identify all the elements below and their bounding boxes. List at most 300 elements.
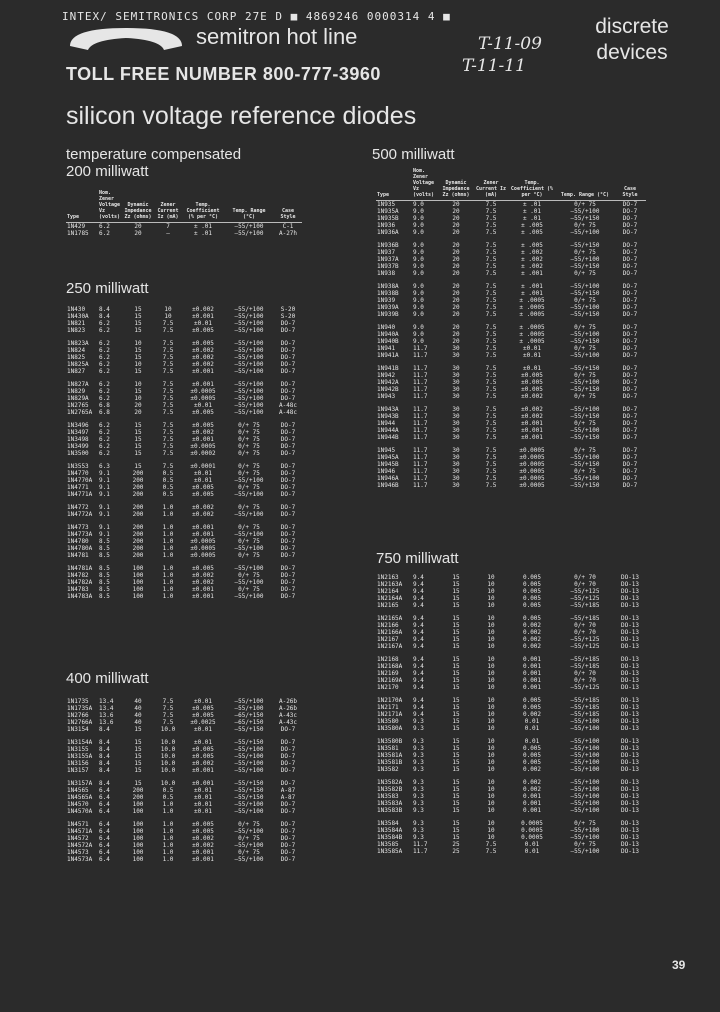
table-cell: —55/+100 [570, 718, 600, 725]
table-cell: 7.5 [162, 368, 174, 375]
table-cell: DO-7 [622, 379, 638, 386]
table-cell: 10 [487, 800, 495, 807]
table-cell: DO-13 [620, 834, 640, 841]
table-cell: —55/+100 [234, 842, 264, 849]
table-cell: ± .0005 [519, 331, 545, 338]
table-cell: DO-13 [620, 602, 640, 609]
table-cell: 7.5 [485, 841, 497, 848]
table-cell: 7.5 [162, 361, 174, 368]
table-row [66, 746, 302, 753]
table-cell: DO-7 [280, 753, 296, 760]
table-cell: 100 [132, 572, 144, 579]
table-cell: 1.0 [162, 821, 174, 828]
table-cell: DO-7 [280, 470, 296, 477]
table-cell: 0.5 [162, 477, 174, 484]
table-cell: 1N4770 [67, 470, 89, 477]
table-cell: 9.1 [99, 511, 110, 518]
table-cell: 6.4 [99, 821, 110, 828]
table-cell: DO-7 [280, 545, 296, 552]
table-cell: 7.5 [162, 388, 174, 395]
table-cell: 1N3499 [67, 443, 89, 450]
table-cell: 7.5 [485, 256, 497, 263]
table-cell: DO-7 [622, 461, 638, 468]
table-cell: 30 [452, 406, 460, 413]
table-row [66, 828, 302, 835]
table-cell: 100 [132, 586, 144, 593]
table-cell: ± .0005 [519, 304, 545, 311]
table-row [376, 581, 646, 588]
table-cell: 200 [132, 545, 144, 552]
table-cell: 20 [134, 223, 142, 230]
table-row [66, 491, 302, 498]
table-cell: 1N823A [67, 340, 89, 347]
table-cell: 15 [134, 368, 142, 375]
table-cell: ±0.0005 [519, 461, 545, 468]
table-cell: 0/+ 75 [238, 552, 260, 559]
table-cell: —55/+150 [234, 780, 264, 787]
table-cell: 7.5 [162, 712, 174, 719]
table-cell: 1N4573 [67, 849, 89, 856]
table-cell: 1N944 [377, 420, 396, 427]
table-cell: 7.5 [485, 304, 497, 311]
table-cell: 15 [452, 581, 460, 588]
table-cell: ±0.01 [193, 794, 213, 801]
section-temperature-compensated: temperature compensated [66, 146, 242, 163]
table-cell: 15 [134, 463, 142, 470]
table-cell: 1N2765 [67, 402, 89, 409]
table-cell: 9.1 [99, 470, 110, 477]
table-cell: 11.7 [413, 365, 428, 372]
table-cell: 9.1 [99, 504, 110, 511]
table-row [376, 827, 646, 834]
table-cell: 9.0 [413, 242, 424, 249]
table-cell: DO-7 [622, 229, 638, 236]
table-cell: 15 [452, 656, 460, 663]
table-cell: A-43c [278, 712, 298, 719]
table-cell: DO-7 [280, 565, 296, 572]
table-cell: DO-7 [622, 475, 638, 482]
table-cell: 30 [452, 461, 460, 468]
table-cell: 0.01 [524, 738, 540, 745]
table-cell: 6.2 [99, 388, 110, 395]
table-cell: 0.001 [522, 663, 542, 670]
table-cell: 0/+ 70 [574, 677, 596, 684]
table-row [66, 733, 302, 746]
table-cell: ± .005 [521, 222, 543, 229]
table-cell: 1N940B [377, 338, 399, 345]
table-cell: A-87 [280, 794, 296, 801]
table-cell: —55/+185 [570, 704, 600, 711]
table-cell: ±0.0005 [519, 454, 545, 461]
table-cell: 1N1785 [67, 230, 89, 237]
table-cell: ±0.01 [193, 801, 213, 808]
table-cell: ±0.002 [192, 579, 214, 586]
table-cell: DO-7 [280, 388, 296, 395]
table-row [66, 518, 302, 531]
table-cell: 1N2765A [67, 409, 93, 416]
table-cell: DO-7 [622, 208, 638, 215]
table-cell: —55/+100 [234, 753, 264, 760]
table-cell: —55/+100 [234, 477, 264, 484]
table-cell: 0/+ 75 [238, 835, 260, 842]
table-cell: ±0.001 [192, 849, 214, 856]
table-row [66, 760, 302, 767]
table-cell: 13.4 [99, 698, 114, 705]
table-cell: DO-7 [280, 726, 296, 733]
table-cell: 15 [452, 793, 460, 800]
table-200mw-body [66, 223, 302, 238]
table-cell: 1N4782 [67, 572, 89, 579]
table-cell: —55/+100 [570, 427, 600, 434]
table-cell: 1N943A [377, 406, 399, 413]
table-cell: 0/+ 70 [574, 629, 596, 636]
table-cell: ±0.002 [192, 354, 214, 361]
table-cell: 0/+ 75 [238, 821, 260, 828]
table-cell: 0.001 [522, 800, 542, 807]
table-cell: ±0.002 [192, 306, 214, 313]
table-cell: 1N938B [377, 290, 399, 297]
table-row [66, 698, 302, 705]
table-cell: 7.5 [162, 409, 174, 416]
table-row [376, 427, 646, 434]
toll-free-number: TOLL FREE NUMBER 800-777-3960 [66, 64, 381, 84]
table-cell: ± .01 [193, 223, 213, 230]
table-cell: 0/+ 70 [574, 574, 596, 581]
table-cell: A-27h [278, 230, 298, 237]
table-row [376, 372, 646, 379]
table-cell: 1N2165A [377, 615, 403, 622]
table-cell: ±0.002 [192, 572, 214, 579]
table-cell: DO-7 [280, 484, 296, 491]
table-cell: ±0.002 [521, 413, 543, 420]
table-cell: ±0.01 [193, 477, 213, 484]
table-cell: 1N4773A [67, 531, 93, 538]
table-cell: 1N827A [67, 381, 89, 388]
table-row [66, 429, 302, 436]
table-cell: 1N937A [377, 256, 399, 263]
table-cell: 20 [452, 331, 460, 338]
table-cell: —55/+100 [570, 725, 600, 732]
table-cell: DO-13 [620, 820, 640, 827]
table-cell: 15 [452, 711, 460, 718]
table-row [66, 842, 302, 849]
table-cell: 10 [487, 704, 495, 711]
table-cell: DO-7 [622, 256, 638, 263]
table-cell: —55/+150 [570, 482, 600, 489]
table-cell: —55/+100 [570, 454, 600, 461]
table-cell: 30 [452, 468, 460, 475]
table-cell: 9.3 [413, 718, 424, 725]
table-cell: 8.5 [99, 593, 110, 600]
table-row [376, 318, 646, 331]
table-cell: ±0.01 [522, 352, 542, 359]
table-cell: 9.0 [413, 270, 424, 277]
table-cell: 9.3 [413, 786, 424, 793]
table-row [376, 807, 646, 814]
table-row [376, 629, 646, 636]
table-row [66, 586, 302, 593]
table-cell: 9.4 [413, 602, 424, 609]
table-row [66, 705, 302, 712]
table-cell: 1N946 [377, 468, 396, 475]
table-row [376, 215, 646, 222]
table-cell: 10 [164, 313, 172, 320]
table-cell: 7.5 [485, 201, 497, 208]
table-cell: DO-13 [620, 581, 640, 588]
table-cell: 6.2 [99, 347, 110, 354]
table-cell: 15 [134, 726, 142, 733]
table-cell: DO-7 [622, 406, 638, 413]
table-cell: 30 [452, 434, 460, 441]
table-cell: —55/+150 [570, 242, 600, 249]
table-200mw [66, 190, 302, 237]
table-500mw-body [376, 201, 646, 490]
table-cell: 11.7 [413, 447, 428, 454]
table-cell: ±0.0005 [519, 468, 545, 475]
section-500mw: 500 milliwatt [372, 146, 455, 163]
table-cell: 10 [487, 759, 495, 766]
table-cell: 0/+ 75 [574, 201, 596, 208]
table-cell: 9.3 [413, 793, 424, 800]
table-cell: 0.001 [522, 677, 542, 684]
table-row [376, 643, 646, 650]
table-row [66, 712, 302, 719]
table-cell: 0.5 [162, 470, 174, 477]
table-cell: DO-13 [620, 656, 640, 663]
table-cell: 10.0 [160, 739, 176, 746]
table-cell: 100 [132, 808, 144, 815]
table-cell: 30 [452, 475, 460, 482]
table-cell: 10 [487, 718, 495, 725]
table-cell: 1N945A [377, 454, 399, 461]
table-cell: 1N942 [377, 372, 396, 379]
table-cell: DO-7 [622, 427, 638, 434]
table-cell: DO-13 [620, 643, 640, 650]
table-cell: 11.7 [413, 482, 428, 489]
table-cell: 10 [487, 752, 495, 759]
table-cell: 15 [452, 759, 460, 766]
table-cell: 15 [134, 746, 142, 753]
table-cell: —55/+100 [234, 327, 264, 334]
table-cell: ±0.005 [192, 712, 214, 719]
table-row [376, 359, 646, 372]
table-cell: 1N4773 [67, 524, 89, 531]
table-cell: S-20 [280, 313, 296, 320]
table-cell: 1N2164A [377, 595, 403, 602]
table-cell: 6.4 [99, 835, 110, 842]
table-cell: ±0.001 [192, 381, 214, 388]
table-cell: 6.2 [99, 230, 110, 237]
table-cell: —55/+150 [570, 386, 600, 393]
table-cell: 1N824 [67, 347, 86, 354]
table-cell: 6.2 [99, 381, 110, 388]
table-cell: —55/+100 [234, 545, 264, 552]
table-cell: 100 [132, 821, 144, 828]
table-cell: 1N942B [377, 386, 399, 393]
table-cell: DO-7 [622, 447, 638, 454]
table-cell: 9.3 [413, 820, 424, 827]
table-row [66, 361, 302, 368]
table-cell: DO-7 [280, 586, 296, 593]
table-cell: 1.0 [162, 808, 174, 815]
table-cell: DO-7 [280, 593, 296, 600]
table-cell: 1N2166 [377, 622, 399, 629]
table-cell: 9.3 [413, 745, 424, 752]
table-cell: 8.4 [99, 760, 110, 767]
table-cell: 1N936B [377, 242, 399, 249]
table-cell: —55/+100 [570, 786, 600, 793]
table-cell: 0.005 [522, 704, 542, 711]
table-cell: 1N429 [67, 223, 86, 230]
table-cell: 0/+ 75 [574, 468, 596, 475]
table-cell: ± .002 [521, 256, 543, 263]
table-cell: 15 [452, 643, 460, 650]
table-cell: ±0.0005 [190, 552, 216, 559]
table-cell: 7.5 [162, 354, 174, 361]
table-row [66, 320, 302, 327]
table-row [376, 400, 646, 413]
table-cell: DO-7 [280, 780, 296, 787]
table-cell: 200 [132, 484, 144, 491]
table-cell: 20 [134, 409, 142, 416]
section-400mw: 400 milliwatt [66, 670, 149, 687]
table-cell: —55/+125 [570, 588, 600, 595]
table-row [376, 461, 646, 468]
table-cell: ± .0005 [519, 311, 545, 318]
table-cell: 10 [487, 622, 495, 629]
table-cell: DO-7 [280, 511, 296, 518]
table-cell: 9.3 [413, 738, 424, 745]
section-200mw: 200 milliwatt [66, 163, 149, 180]
table-cell: 11.7 [413, 434, 428, 441]
table-row [376, 711, 646, 718]
table-row [66, 416, 302, 429]
table-cell: 1.0 [162, 511, 174, 518]
table-row [376, 725, 646, 732]
table-cell: DO-7 [622, 482, 638, 489]
table-cell: 1N1735A [67, 705, 93, 712]
table-cell: DO-7 [280, 849, 296, 856]
table-cell: DO-7 [280, 856, 296, 863]
table-cell: ±0.01 [193, 808, 213, 815]
table-cell: DO-13 [620, 588, 640, 595]
table-cell: 1N2170A [377, 697, 403, 704]
table-cell: 1N938 [377, 270, 396, 277]
table-cell: 1N940 [377, 324, 396, 331]
table-cell: 1.0 [162, 504, 174, 511]
table-row [376, 386, 646, 393]
table-cell: 7.5 [485, 393, 497, 400]
table-cell: 1.0 [162, 828, 174, 835]
table-row [376, 475, 646, 482]
table-cell: 1N2164 [377, 588, 399, 595]
table-cell: DO-7 [622, 352, 638, 359]
table-cell: ±0.0005 [190, 388, 216, 395]
table-cell: 0/+ 75 [238, 538, 260, 545]
table-row [376, 588, 646, 595]
table-cell: 11.7 [413, 427, 428, 434]
table-750mw-body [376, 574, 646, 855]
table-cell: 9.1 [99, 484, 110, 491]
table-cell: DO-7 [280, 368, 296, 375]
table-cell: 9.3 [413, 834, 424, 841]
header-code-line: INTEX/ SEMITRONICS CORP 27E D ■ 4869246 0000314 4 ■ [62, 10, 451, 23]
table-cell: 8.5 [99, 545, 110, 552]
table-row [376, 650, 646, 663]
table-cell: —55/+185 [570, 602, 600, 609]
table-cell: 15 [452, 766, 460, 773]
table-cell: 9.1 [99, 524, 110, 531]
table-cell: DO-7 [280, 429, 296, 436]
table-cell: 7.5 [485, 215, 497, 222]
table-row [66, 559, 302, 572]
table-cell: 6.4 [99, 801, 110, 808]
table-cell: ±0.005 [521, 386, 543, 393]
table-cell: 0.005 [522, 581, 542, 588]
table-cell: DO-7 [622, 413, 638, 420]
table-cell: 11.7 [413, 352, 428, 359]
table-cell: DO-7 [280, 381, 296, 388]
table-cell: 1N3553 [67, 463, 89, 470]
table-cell: 1N4783A [67, 593, 93, 600]
table-cell: 6.3 [99, 463, 110, 470]
table-cell: ± .0005 [519, 297, 545, 304]
table-cell: 1N3585A [377, 848, 403, 855]
table-cell: 0.002 [522, 779, 542, 786]
table-cell: —55/+100 [234, 579, 264, 586]
page-title: silicon voltage reference diodes [66, 102, 417, 130]
table-cell: DO-7 [622, 249, 638, 256]
table-cell: —55/+185 [570, 697, 600, 704]
table-cell: ±0.01 [522, 345, 542, 352]
table-row [376, 236, 646, 249]
table-cell: DO-7 [280, 361, 296, 368]
table-cell: ± .001 [521, 270, 543, 277]
table-cell: ±0.01 [193, 726, 213, 733]
table-cell: ± .002 [521, 249, 543, 256]
table-row [376, 595, 646, 602]
table-750mw [376, 574, 646, 855]
col-zz: Dynamic Impedance Zz (ohms) [122, 190, 154, 223]
table-cell: 9.0 [413, 215, 424, 222]
table-cell: 10 [487, 766, 495, 773]
table-cell: 15 [134, 313, 142, 320]
telephone-handset-icon [66, 24, 186, 54]
table-cell: 7.5 [485, 420, 497, 427]
table-cell: 1N941A [377, 352, 399, 359]
table-cell: 0/+ 75 [574, 345, 596, 352]
table-cell: 1N4783 [67, 586, 89, 593]
table-row [66, 368, 302, 375]
table-cell: —55/+100 [234, 368, 264, 375]
table-cell: ± .01 [193, 230, 213, 237]
table-row [66, 774, 302, 787]
table-row [376, 670, 646, 677]
table-cell: 0/+ 75 [574, 841, 596, 848]
table-cell: ±0.01 [193, 320, 213, 327]
table-row [376, 208, 646, 215]
table-cell: DO-7 [622, 222, 638, 229]
table-cell: 30 [452, 386, 460, 393]
table-cell: 10 [134, 381, 142, 388]
table-cell: 10.0 [160, 760, 176, 767]
table-cell: 1N825 [67, 354, 86, 361]
table-cell: DO-7 [280, 347, 296, 354]
table-cell: 6.4 [99, 787, 110, 794]
table-cell: 10 [487, 738, 495, 745]
table-cell: 15 [452, 779, 460, 786]
table-cell: 15 [452, 725, 460, 732]
